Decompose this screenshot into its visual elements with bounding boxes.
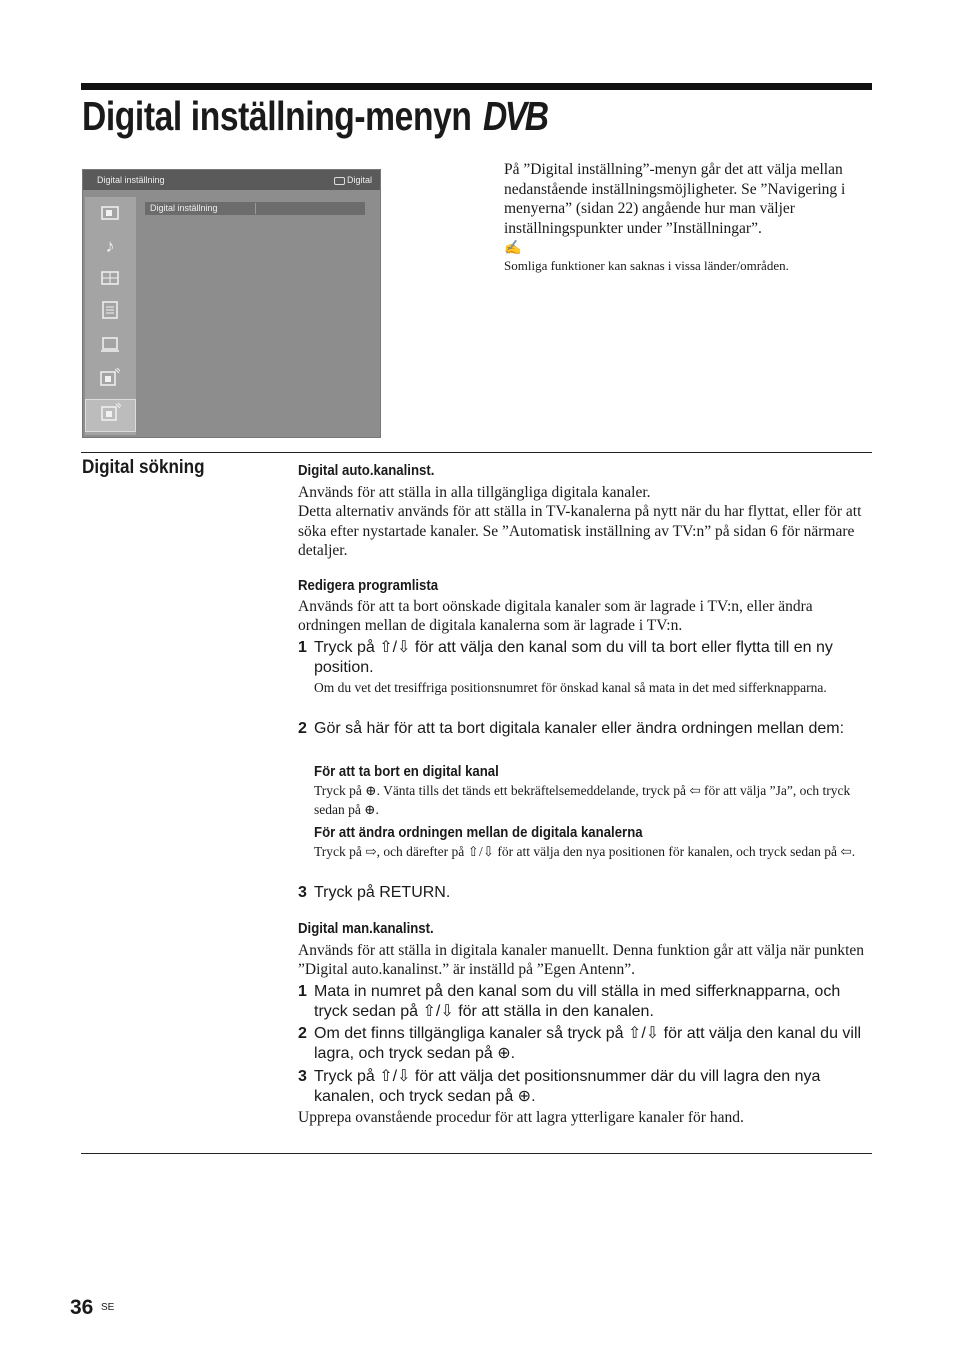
digital-setup-icon	[85, 399, 136, 432]
note-pencil-icon: ✍	[504, 241, 522, 256]
manual-step-1	[298, 982, 874, 1021]
digital-icon	[334, 177, 345, 185]
manual-text: Används för att ställa in digitala kanaler manuellt. Denna funktion går att välja när punkten ”Digital auto.kanalinst.” är inställd på ”Egen Antenn”.	[298, 942, 864, 979]
page-title	[82, 93, 547, 140]
step-text: Om det finns tillgängliga kanaler så tryck på ⇧/⇩ för att välja den kanal du vill lagra, och tryck sedan på ⊕.	[314, 1025, 862, 1062]
page-title-text: Digital inställning-menyn	[82, 93, 472, 139]
tv-menu-sidebar	[85, 197, 136, 435]
tv-menu-item-label: Digital inställning	[150, 203, 218, 213]
pc-icon	[97, 334, 123, 360]
tv-menu-mode	[334, 175, 372, 185]
page-language: SE	[101, 1302, 115, 1313]
step-text: Tryck på ⇧/⇩ för att välja det positionsnummer där du vill lagra den nya kanalen, och tryck sedan på ⊕.	[314, 1068, 821, 1105]
edit-step-1-note: Om du vet det tresiffriga positionsnumret för önskad kanal så mata in det med sifferknapparna.	[314, 680, 827, 695]
tv-menu-title: Digital inställning	[97, 175, 165, 185]
auto-text: Används för att ställa in alla tillgängliga digitala kanaler. Detta alternativ används för att ställa in TV-kanalerna på nytt när du har flyttat, eller för att söka efter nystartade kanaler. Se ”Automatisk inställning av TV:n” på sidan 6 för närmare detaljer.	[298, 484, 862, 559]
reorder-channels-heading: För att ändra ordningen mellan de digitala kanalerna	[314, 824, 643, 841]
tv-menu-item-divider	[255, 203, 256, 214]
tv-menu-header	[83, 170, 380, 190]
step-text: Mata in numret på den kanal som du vill ställa in med sifferknapparna, och tryck sedan på ⇧/⇩ för att ställa in den kanalen.	[314, 983, 841, 1020]
step-number: 3	[298, 884, 307, 901]
section-label: Digital sökning	[82, 457, 205, 478]
reorder-channels-text: Tryck på ⇨, och därefter på ⇧/⇩ för att välja den nya positionen för kanalen, och tryck sedan på ⇦.	[314, 844, 856, 859]
step-text: Gör så här för att ta bort digitala kanaler eller ändra ordningen mellan dem:	[314, 720, 845, 737]
manual-repeat-text: Upprepa ovanstående procedur för att lagra ytterligare kanaler för hand.	[298, 1109, 744, 1126]
step-text: Tryck på RETURN.	[314, 884, 451, 901]
manual-step-2	[298, 1024, 874, 1063]
edit-heading: Redigera programlista	[298, 577, 439, 594]
bottom-rule	[81, 1153, 872, 1154]
manual-step-3	[298, 1067, 874, 1106]
auto-heading: Digital auto.kanalinst.	[298, 462, 435, 479]
features-icon	[97, 300, 123, 326]
delete-channel-heading: För att ta bort en digital kanal	[314, 763, 499, 780]
section-rule	[81, 452, 872, 453]
tv-menu-item-digital-setup	[145, 202, 365, 215]
note-text: Somliga funktioner kan saknas i vissa länder/områden.	[504, 258, 789, 273]
step-number: 1	[298, 983, 307, 1000]
tv-menu-screenshot	[82, 169, 381, 438]
manual-heading: Digital man.kanalinst.	[298, 920, 434, 937]
dvb-logo: DVB	[482, 93, 547, 139]
page-number: 36	[70, 1296, 94, 1319]
edit-text: Används för att ta bort oönskade digitala kanaler som är lagrade i TV:n, eller ändra ordningen mellan de digitala kanalerna som är lagrade i TV:n.	[298, 598, 813, 635]
edit-step-2	[298, 719, 874, 739]
step-number: 3	[298, 1068, 307, 1085]
step-number: 1	[298, 639, 307, 656]
screen-setup-icon	[97, 267, 123, 293]
edit-step-3	[298, 883, 874, 903]
picture-icon	[97, 202, 123, 228]
edit-step-1	[298, 638, 874, 677]
step-number: 2	[298, 1025, 307, 1042]
title-rule	[81, 83, 872, 90]
delete-channel-text: Tryck på ⊕. Vänta tills det tänds ett bekräftelsemeddelande, tryck på ⇦ för att välja ”Ja”, och tryck sedan på ⊕.	[314, 783, 851, 817]
music-note-icon: ♪	[105, 236, 115, 256]
analog-setup-icon	[97, 367, 123, 393]
tv-menu-content	[140, 197, 376, 435]
intro-text: På ”Digital inställning”-menyn går det att välja mellan nedanstående inställningsmöjligheter. Se ”Navigering i menyerna” (sidan 22) angående hur man väljer inställningspunkter under ”Inställningar”.	[504, 161, 846, 237]
step-text: Tryck på ⇧/⇩ för att välja den kanal som du vill ta bort eller flytta till en ny position.	[314, 639, 833, 676]
step-number: 2	[298, 720, 307, 737]
tv-menu-mode-label: Digital	[346, 175, 372, 185]
